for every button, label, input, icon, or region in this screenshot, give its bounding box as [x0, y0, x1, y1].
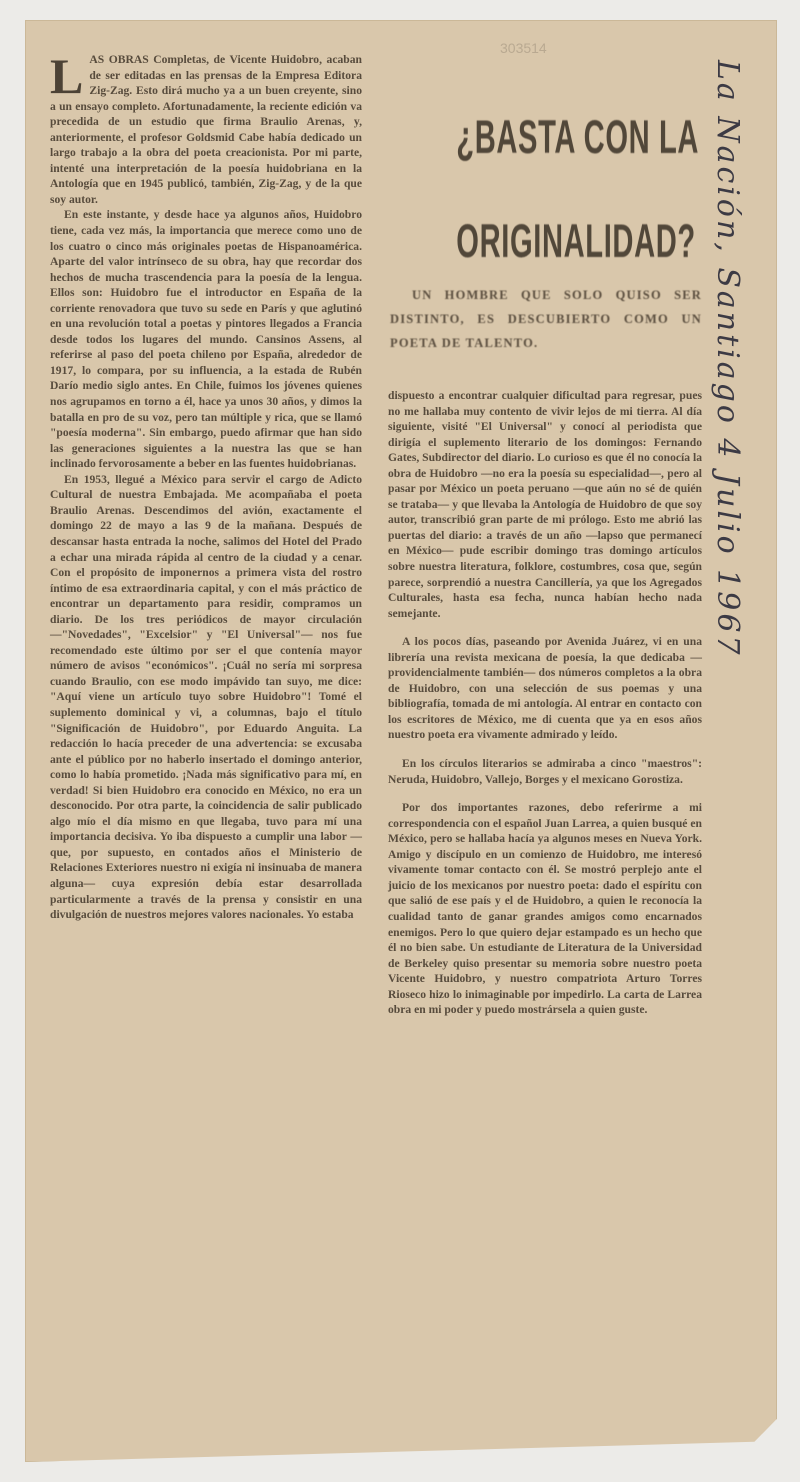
- paragraph: dispuesto a encontrar cualquier dificultad para regresar, pues no me hallaba muy contento de vivir lejos de mi tierra. Al día siguiente, visité "El Universal" y conocí al periodista que dirigía el suplemento literario de los domingos: Fernando Gates, Subdirector del diario. Lo curioso es que él no conocía la obra de Huidobro —no era la poesía su especialidad—, pero al pasar por México un poeta peruano —que aún no sé de quién se trataba— y que llevaba la Antología de Huidobro de que soy autor, transcribió gran parte de mi prólogo. Esto me abrió las puertas del diario: a través de un año —lapso que permanecí en México— pude escribir domingo tras domingo artículos sobre nuestra literatura, folklore, costumbres, cosa que, según parece, sorprendió a nuestra Cancillería, ya que los Agregados Culturales, hasta esa fecha, nunca habían hecho nada semejante.: [388, 389, 702, 620]
- paragraph: En 1953, llegué a México para servir el cargo de Adicto Cultural de nuestra Embajada. Me acompañaba el poeta Braulio Arenas. Descendimos del avión, exactamente el domingo 22 de mayo a las 9 de la mañana. Después de descansar hasta entrada la noche, salimos del Hotel del Prado a echar una mirada rápida al centro de la ciudad y a cenar. Con el propósito de imponernos a primera vista del rostro íntimo de esa extraordinaria capital, y con el más práctico de encontrar un departamento para residir, compramos un diario. De los tres periódicos de mayor circulación —"Novedades", "Excelsior" y "El Universal"— nos fue recomendado este último por ser el que contenía mayor número de avisos "económicos". ¡Cuál no sería mi sorpresa cuando Braulio, con ese modo impávido tan suyo, me dice: "Aquí viene un artículo tuyo sobre Huidobro"! Tomé el suplemento dominical y vi, a columnas, bajo el título "Significación de Huidobro", por Eduardo Anguita. La redacción lo hacía preceder de una advertencia: se excusaba ante el público por no haberlo insertado el domingo anterior, como lo había prometido. ¡Nada más significativo para mí, en verdad! Si bien Huidobro era conocido en México, no era un desconocido. Por otra parte, la coincidencia de salir publicado algo mío el día mismo en que llegaba, tuvo para mí una importancia decisiva. Yo iba dispuesto a cumplir una labor —que, por supuesto, en contados años el Ministerio de Relaciones Exteriores nuestro ni exigía ni insinuaba de manera alguna— cuya expresión debía estar desarrollada particularmente a través de la prensa y consistir en una divulgación de nuestros mejores valores nacionales. Yo estaba: [50, 472, 362, 922]
- paragraph: En los círculos literarios se admiraba a cinco "maestros": Neruda, Huidobro, Vallejo, Borges y el mexicano Gorostiza.: [388, 757, 702, 786]
- archive-stamp: 303514: [500, 40, 547, 56]
- headline-line-1: ¿BASTA CON LA: [456, 110, 700, 163]
- handwritten-source-note: La Nación, Santiago 4 Julio 1967: [710, 60, 745, 658]
- headline-line-2: ORIGINALIDAD?: [456, 214, 696, 267]
- left-column: [50, 48, 362, 923]
- paragraph: A los pocos días, paseando por Avenida Juárez, vi en una librería una revista mexicana de poesía, la que dedicaba —providencialmente también— dos números completos a la obra de Huidobro, con una selección de sus poemas y una bibliografía, tomada de mi antología. Al entrar en contacto con los escritores de México, me di cuenta que ya en esos años nuestro poeta era vivamente admirado y leído.: [388, 635, 702, 742]
- paragraph: En este instante, y desde hace ya algunos años, Huidobro tiene, cada vez más, la importancia que merece como uno de los cuatro o cinco más originales poetas de Hispanoamérica. Aparte del valor intrínseco de su obra, hay que recordar dos hechos de mucha trascendencia para la poesía de la lengua. Ellos son: Huidobro fue el introductor en España de la corriente renovadora que tuvo su sede en París y que aglutinó en una revolución total a poetas y pintores llegados a Francia desde todos los lugares del mundo. Cansinos Assens, al referirse al paso del poeta chileno por España, alrededor de 1917, lo compara, por su influencia, a la estada de Rubén Darío medio siglo antes. En Chile, fuimos los jóvenes quienes nos agrupamos en torno a él, hace ya unos 30 años, y dimos la batalla en pro de su voz, pero tan múltiple y rica, que se llamó "poesía moderna". Sin embargo, puedo afirmar que han sido las generaciones siguientes a la nuestra las que se han inclinado fervorosamente a beber en las fuentes huidobrianas.: [50, 208, 362, 471]
- paragraph: Por dos importantes razones, debo referirme a mi correspondencia con el español Juan Larrea, a quien busqué en México, pero se hallaba hacía ya algunos meses en Nueva York. Amigo y discípulo en un comienzo de Huidobro, me interesó vivamente tomar contacto con él. Se mostró perplejo ante el juicio de los mexicanos por nuestro poeta: dado el espíritu con que salió de ese país y el de Huidobro, a quien le reconocía la cualidad tanto de ganar grandes amigos como encarnados enemigos. Pero lo que quiero dejar estampado es un hecho que él no bien sabe. Un estudiante de Literatura de la Universidad de Berkeley quiso presentar su memoria sobre nuestro poeta Vicente Huidobro, y nuestro compatriota Arturo Torres Rioseco hizo lo inimaginable por impedirlo. La carta de Larrea obra en mi poder y puedo mostrársela a quien guste.: [388, 801, 702, 1017]
- headline: [456, 85, 700, 293]
- subheading: UN HOMBRE QUE SOLO QUISO SER DISTINTO, ES DESCUBIERTO COMO UN POETA DE TALENTO.: [390, 288, 702, 350]
- drop-cap: L: [50, 48, 84, 104]
- paragraph: LAS OBRAS Completas, de Vicente Huidobro, acaban de ser editadas en las prensas de la Empresa Editora Zig-Zag. Esto dirá mucho ya a un buen creyente, sino a un ensayo completo. Afortunadamente, la reciente edición va precedida de un estudio que firma Braulio Arenas, y, anteriormente, el profesor Goldsmid Cabe había dedicado un largo trabajo a la obra del poeta creacionista. Por mi parte, intenté una interpretación de la poesía huidobriana en la Antología que en 1945 publicó, también, Zig-Zag, y de la que soy autor.: [50, 48, 362, 206]
- right-column: [388, 388, 702, 1031]
